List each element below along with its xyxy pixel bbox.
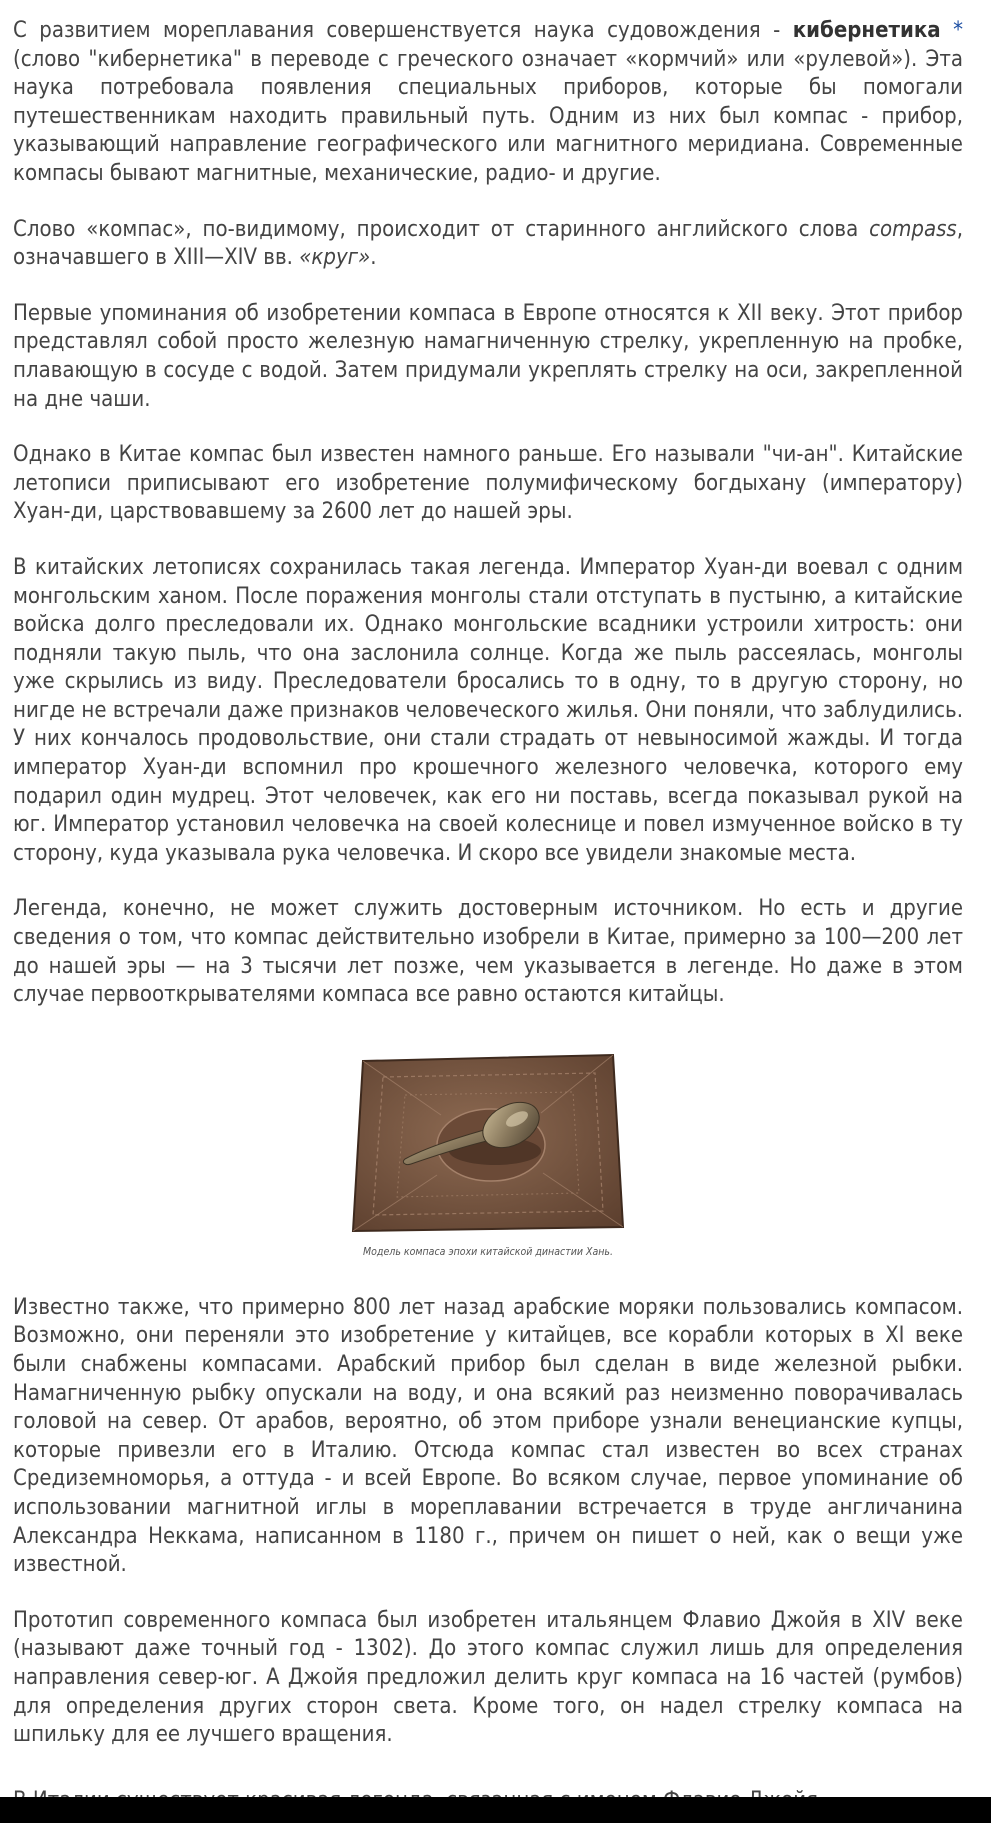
paragraph-8: Прототип современного компаса был изобретен итальянцем Флавио Джойя в XIV веке (называют даже точный год - 1302). До этого компас служил лишь для определения направления север-юг. А Джойя предложил делить круг компаса на 16 частей (румбов) для определения других сторон света. Кроме того, он надел стрелку компаса на шпильку для ее лучшего вращения. <box>13 1607 963 1748</box>
p2-lead: Слово «компас», по-видимому, происходит от старинного английского слова <box>13 216 870 242</box>
figure-han-compass <box>13 1043 963 1259</box>
p2-word-compass: compass <box>869 216 957 242</box>
paragraph-1 <box>13 17 963 189</box>
p2-meaning: «круг» <box>299 245 371 271</box>
paragraph-5: В китайских летописях сохранилась такая легенда. Император Хуан-ди воевал с одним монгольским ханом. После поражения монголы стали отступать в пустыню, а китайские войска долго преследовали их. Однако монгольские всадники устроили хитрость: они подняли такую пыль, что она заслонила солнце. Когда же пыль рассеялась, монголы уже скрылись из виду. Преследователи бросались то в одну, то в другую сторону, но нигде не встречали даже признаков человеческого жилья. Они поняли, что заблудились. У них кончалось продовольствие, они стали страдать от невыносимой жажды. И тогда император Хуан-ди вспомнил про крошечного железного человечка, которого ему подарил один мудрец. Этот человечек, как его ни поставь, всегда показывал рукой на юг. Император установил человечка на своей колеснице и повел измученное войско в ту сторону, куда указывала рука человечка. И скоро все увидели знакомые места. <box>13 554 963 866</box>
p1-rest: (слово "кибернетика" в переводе с греческого означает «кормчий» или «рулевой»). Эта наука потребовала появления специальных приборов, которые бы помогали путешественникам находить правильный путь. Одним из них был компас - прибор, указывающий направление географического или магнитного меридиана. Современные компасы бывают магнитные, механические, радио- и другие. <box>13 46 963 186</box>
footnote-star-link[interactable]: * <box>940 18 963 43</box>
system-bottom-bar <box>0 1797 991 1823</box>
article-body <box>13 17 963 1750</box>
p2-mid: , означавшего в XIII—XIV вв. <box>13 216 963 271</box>
han-compass-image <box>345 1043 631 1239</box>
figure-caption: Модель компаса эпохи китайской династии Хань. <box>363 1245 613 1258</box>
paragraph-7: Известно также, что примерно 800 лет назад арабские моряки пользовались компасом. Возможно, они переняли это изобретение у китайцев, все корабли которых в XI веке были снабжены компасами. Арабский прибор был сделан в виде железной рыбки. Намагниченную рыбку опускали на воду, и она всякий раз неизменно поворачивалась головой на север. От арабов, вероятно, об этом приборе узнали венецианские купцы, которые привезли его в Италию. Отсюда компас стал известен во всех странах Средиземноморья, а оттуда - и всей Европе. Во всяком случае, первое упоминание об использовании магнитной иглы в мореплавании встречается в труде англичанина Александра Неккама, написанном в 1180 г., причем он пишет о ней, как о вещи уже известной. <box>13 1294 963 1578</box>
paragraph-2 <box>13 216 963 273</box>
p2-tail: . <box>370 245 377 271</box>
term-cybernetics: кибернетика <box>792 18 941 43</box>
paragraph-6: Легенда, конечно, не может служить достоверным источником. Но есть и другие сведения о том, что компас действительно изобрели в Китае, примерно за 100—200 лет до нашей эры — на 3 тысячи лет позже, чем указывается в легенде. Но даже в этом случае первооткрывателями компаса все равно остаются китайцы. <box>13 896 963 1008</box>
paragraph-4: Однако в Китае компас был известен намного раньше. Его называли "чи-ан". Китайские летописи приписывают его изобретение полумифическому богдыхану (императору) Хуан-ди, царствовавшему за 2600 лет до нашей эры. <box>13 442 963 525</box>
paragraph-3: Первые упоминания об изобретении компаса в Европе относятся к XII веку. Этот прибор представлял собой просто железную намагниченную стрелку, укрепленную на пробке, плавающую в сосуде с водой. Затем придумали укреплять стрелку на оси, закрепленной на дне чаши. <box>13 300 963 412</box>
p1-lead: С развитием мореплавания совершенствуется наука судовождения - <box>13 18 793 43</box>
